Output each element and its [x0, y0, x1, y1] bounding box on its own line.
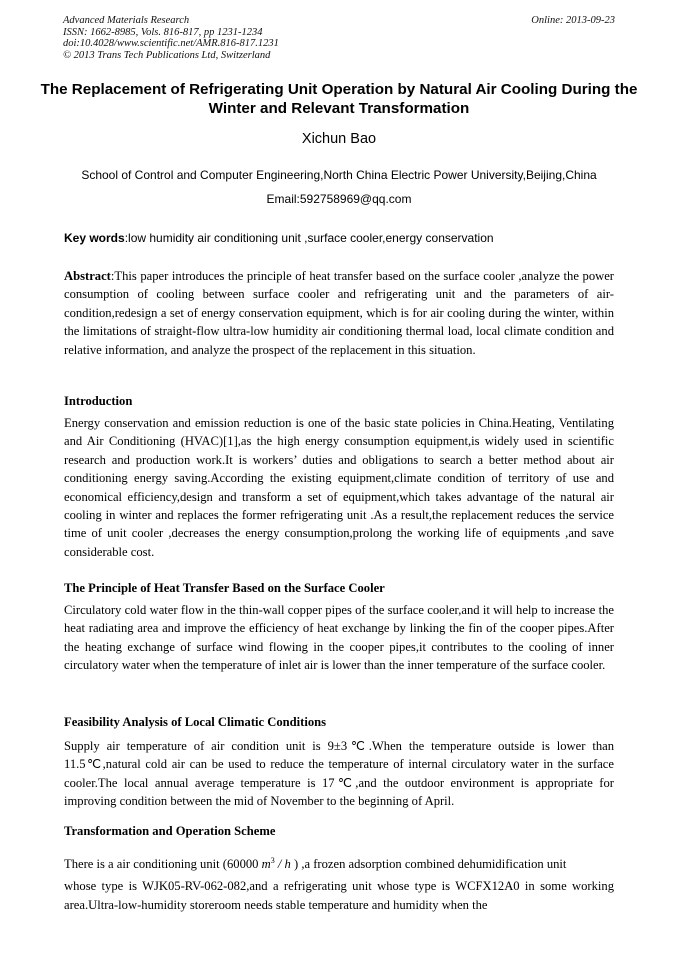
abstract-text: :This paper introduces the principle of heat transfer based on the surface cooler ,analyze the power consumption of cooling between surface cooler and refrigerating unit and the parameters of air-condition,redesign a set of energy conservation equipment, which is for air cooling during the winter, within the limitations of straight-flow ultra-low humidity air conditioning thermal load, local climate condition and relative information, and analyze the prospect of the replacement in this situation.: [64, 269, 614, 357]
email: Email:592758969@qq.com: [266, 192, 412, 206]
transformation-line-1: [64, 848, 614, 877]
author: Xichun Bao: [301, 131, 377, 147]
journal-name: Advanced Materials Research: [63, 15, 190, 26]
transformation-text-rest: whose type is WJK05-RV-062-082,and a refrigerating unit whose type is WCFX12A0 in some working area.Ultra-low-humidity storeroom needs stable temperature and humidity when the: [64, 879, 614, 912]
unit-rest: / h: [274, 857, 291, 872]
online-date: Online: 2013-09-23: [531, 15, 615, 26]
section-heading-introduction: Introduction: [64, 394, 133, 408]
section-heading-principle: The Principle of Heat Transfer Based on the Surface Cooler: [64, 581, 385, 595]
transformation-text-before: There is a air conditioning unit (60000: [64, 857, 259, 872]
abstract-label: Abstract: [64, 269, 111, 283]
unit-m: m: [261, 857, 271, 872]
keywords-text: :low humidity air conditioning unit ,surface cooler,energy conservation: [124, 231, 494, 245]
abstract: [64, 267, 614, 359]
doi: doi:10.4028/www.scientific.net/AMR.816-817.1231: [63, 38, 279, 49]
unit-exp: 3: [270, 856, 275, 865]
transformation-text: [64, 848, 614, 914]
introduction-text: Energy conservation and emission reduction is one of the basic state policies in China.Heating, Ventilating and Air Conditioning (HVAC)[1],as the high energy consumption equipment,is widely used in scientific research and production work.It is workers’ duties and obligations to search a better method about air conditioning energy saving.According the existing equipment,climate condition of territory of use and economical efficiency,design and transform a set of equipment,which takes advantage of the natural air cooling in winter and replaces the former refrigerating unit .As a result,the replacement reduces the service time of unit cooler ,decreases the energy consumption,prolong the working life of equipments ,and save considerable cost.: [64, 416, 614, 559]
affiliation: School of Control and Computer Engineering,North China Electric Power University,Beijing,China: [81, 168, 597, 182]
section-heading-transformation: Transformation and Operation Scheme: [64, 824, 276, 838]
journal-header: [63, 15, 615, 61]
issn: ISSN: 1662-8985, Vols. 816-817, pp 1231-1234: [63, 26, 263, 38]
keywords: [64, 231, 614, 245]
section-heading-feasibility: Feasibility Analysis of Local Climatic Conditions: [64, 715, 327, 729]
feasibility-text: Supply air temperature of air condition unit is 9±3℃.When the temperature outside is lower than 11.5℃,natural cold air can be used to reduce the temperature of internal circulatory water in the surface cooler.The local annual average temperature is 17℃,and the outdoor environment is appropriate for improving condition between the mid of November to the beginning of April.: [64, 739, 614, 809]
transformation-text-after: ) ,a frozen adsorption combined dehumidification unit: [290, 857, 567, 872]
keywords-label: Key words: [64, 231, 125, 245]
paper-title: The Replacement of Refrigerating Unit Operation by Natural Air Cooling During the Winter and Relevant Transformation: [40, 81, 638, 117]
principle-text: Circulatory cold water flow in the thin-wall copper pipes of the surface cooler,and it will help to increase the heat radiating area and improve the efficiency of heat exchange by linking the fin of the cooper pipes.After the heating exchange of surface wind flowing in the cooper pipes,it contributes to the cooling of inner circulatory water when the temperature of inlet air is lower than the inner temperature of the surface cooler.: [64, 603, 614, 673]
copyright: © 2013 Trans Tech Publications Ltd, Switzerland: [63, 49, 271, 61]
